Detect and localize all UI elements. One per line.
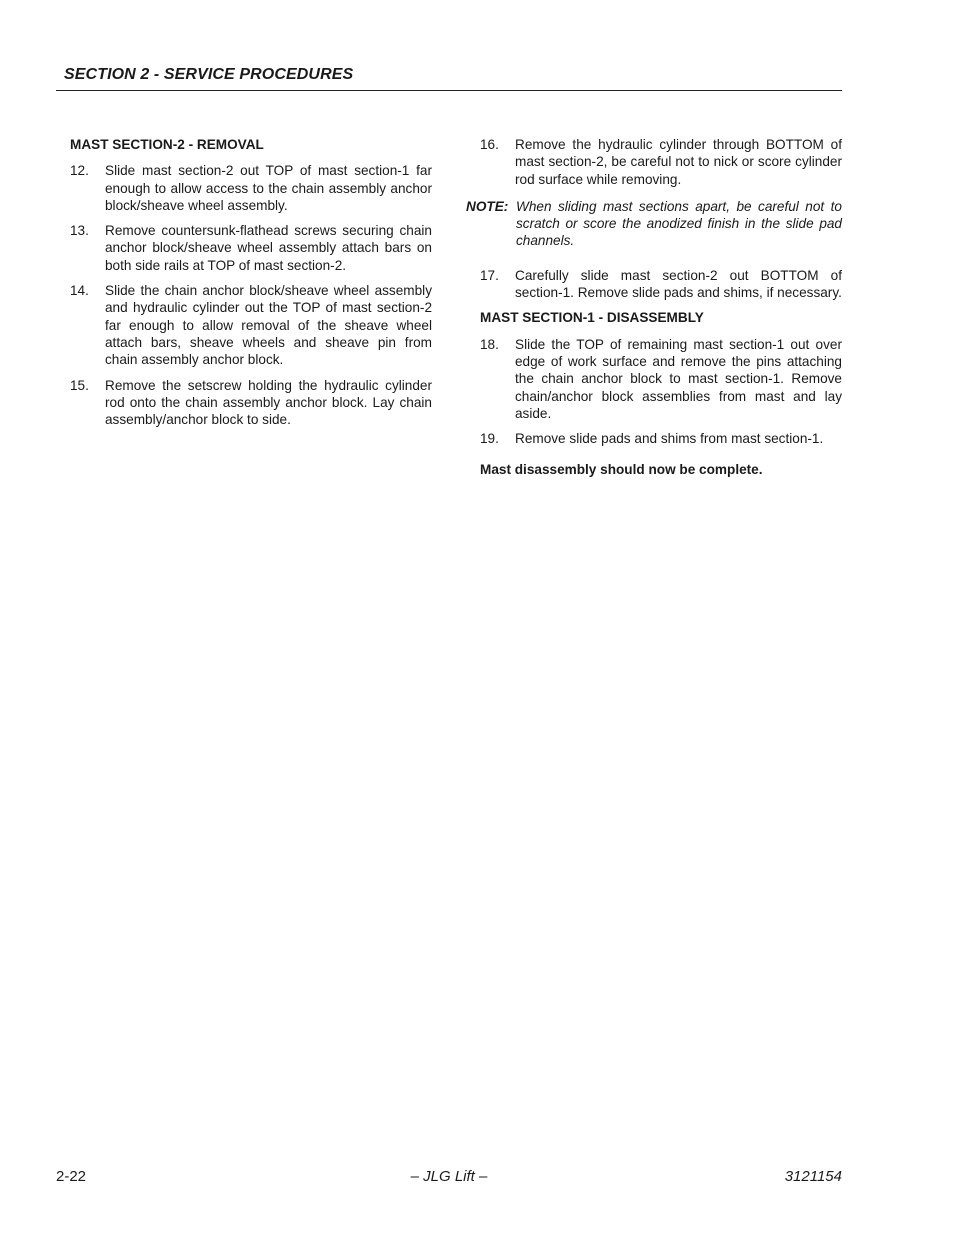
step-text: Slide the TOP of remaining mast section-1 out over edge of work surface and remove the pins attaching the chain anchor block to mast section-1. Remove chain/anchor block assemblies from mast and lay aside. <box>515 336 842 421</box>
section-title: SECTION 2 - SERVICE PROCEDURES <box>64 66 354 83</box>
step-number: 15. <box>70 377 89 393</box>
right-column <box>466 136 842 479</box>
step-number: 17. <box>480 267 499 283</box>
caution-note <box>466 198 842 250</box>
step-text: Remove slide pads and shims from mast section-1. <box>515 431 824 447</box>
step-number: 13. <box>70 223 89 239</box>
step-number: 12. <box>70 163 89 179</box>
step-18 <box>480 336 842 422</box>
step-15 <box>70 377 432 429</box>
step-19 <box>480 430 842 447</box>
step-text: Remove countersunk-flathead screws securing chain anchor block/sheave wheel assembly attach bars on both side rails at TOP of mast section-2. <box>105 223 432 273</box>
step-14 <box>70 282 432 368</box>
left-column <box>70 136 432 436</box>
step-text: Slide mast section-2 out TOP of mast section-1 far enough to allow access to the chain assembly anchor block/sheave wheel assembly. <box>105 163 432 213</box>
document-number: 3121154 <box>784 1168 842 1185</box>
page-number: 2-22 <box>56 1168 87 1185</box>
step-text: Slide the chain anchor block/sheave wheel assembly and hydraulic cylinder out the TOP of mast section-2 far enough to allow removal of the sheave wheel attach bars, sheave wheels and sheave pin from chain assembly anchor block. <box>105 283 432 368</box>
step-text: Remove the hydraulic cylinder through BOTTOM of mast section-2, be careful not to nick or score cylinder rod surface while removing. <box>515 137 842 187</box>
step-number: 19. <box>480 431 499 447</box>
step-12 <box>70 162 432 214</box>
step-13 <box>70 222 432 274</box>
step-number: 18. <box>480 336 499 352</box>
footer-brand: – JLG Lift – <box>410 1168 488 1185</box>
step-16 <box>480 136 842 188</box>
page-footer <box>56 1168 842 1188</box>
step-number: 16. <box>480 137 499 152</box>
step-text: Remove the setscrew holding the hydraulic cylinder rod onto the chain assembly anchor block. Lay chain assembly/anchor block to side. <box>105 377 432 428</box>
step-number: 14. <box>70 283 89 299</box>
removal-heading: MAST SECTION-2 - REMOVAL <box>70 137 264 152</box>
step-17 <box>480 267 842 302</box>
completion-statement: Mast disassembly should now be complete. <box>480 462 763 478</box>
step-text: Carefully slide mast section-2 out BOTTOM of section-1. Remove slide pads and shims, if necessary. <box>515 267 842 301</box>
disassembly-heading: MAST SECTION-1 - DISASSEMBLY <box>480 310 704 326</box>
page-header <box>56 64 842 91</box>
note-text: When sliding mast sections apart, be careful not to scratch or score the anodized finish in the slide pad channels. <box>516 198 842 249</box>
note-label: NOTE: <box>466 198 509 214</box>
